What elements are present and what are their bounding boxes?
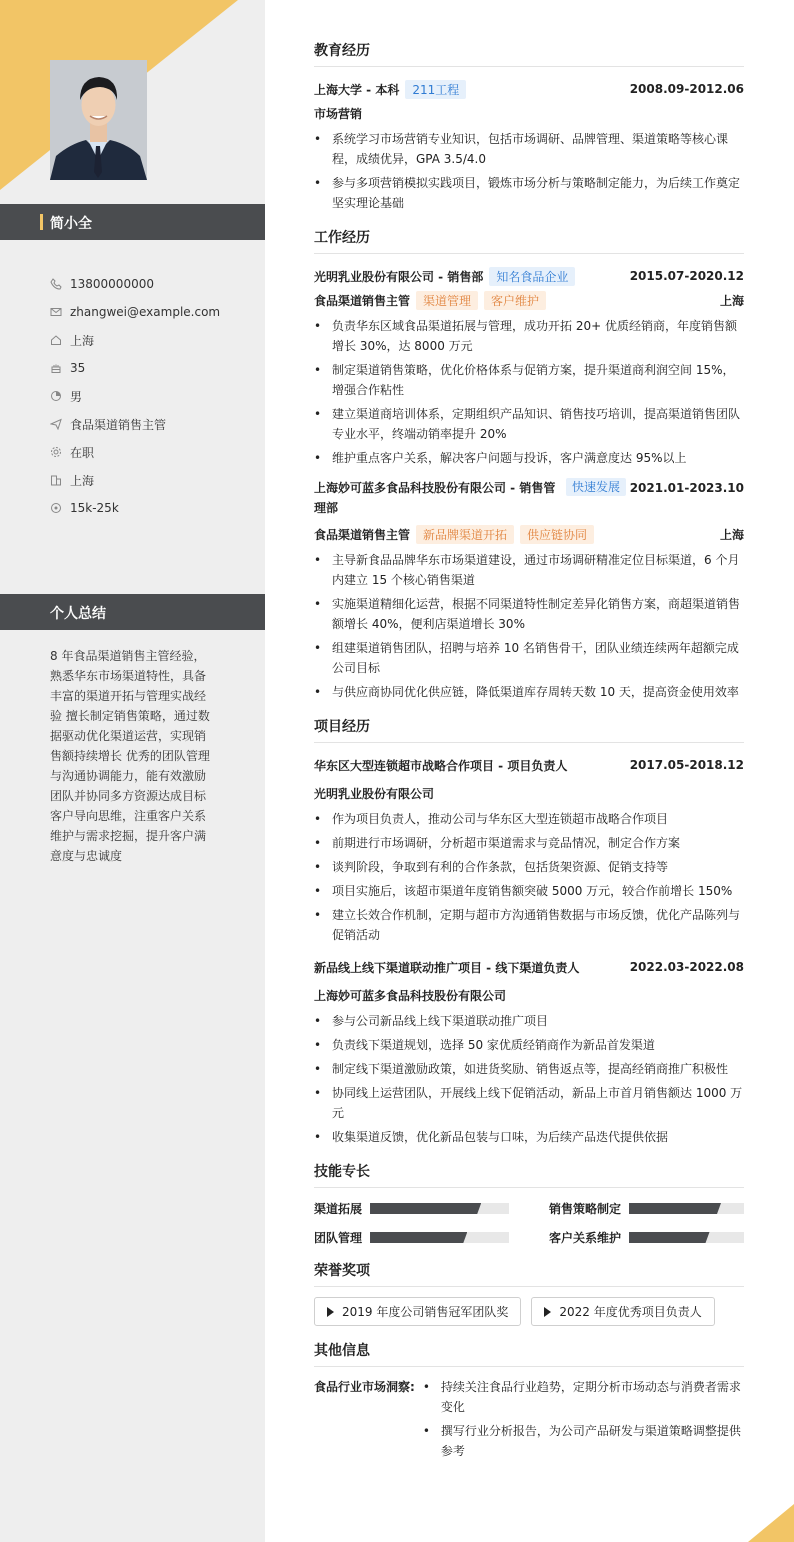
skill-name: 渠道拓展 <box>314 1202 363 1216</box>
major-row <box>314 101 744 125</box>
skill-item <box>549 1229 744 1246</box>
position-icon <box>50 418 62 430</box>
job-header <box>314 478 744 518</box>
project-entry <box>314 753 744 945</box>
summary-text: 8 年食品渠道销售主管经验，熟悉华东市场渠道特性，具备丰富的渠道开拓与管理实战经验 擅长制定销售策略，通过数据驱动优化渠道运营，实现销售额持续增长 优秀的团队管理与沟通协调能力，能有效激励团队并协同多方资源达成目标 客户导向思维，注重客户关系维护与需求挖掘，提升客户满意度与忠诚度 <box>50 649 210 863</box>
list-item: • 制定线下渠道激励政策，如进货奖励、销售返点等，提高经销商推广积极性 <box>314 1059 744 1079</box>
list-item: • 前期进行市场调研，分析超市渠道需求与竞品情况，制定合作方案 <box>314 833 744 853</box>
email-item <box>50 298 220 326</box>
skill-bar-fill <box>629 1203 721 1214</box>
skill-tag: 客户维护 <box>484 291 546 310</box>
avatar <box>50 60 147 180</box>
job-bullets <box>314 550 744 702</box>
home-icon <box>50 334 62 346</box>
list-item: • 负责线下渠道规划，选择 50 家优质经销商作为新品首发渠道 <box>314 1035 744 1055</box>
city-icon <box>50 474 62 486</box>
candidate-name: 简小全 <box>50 216 92 232</box>
email-icon <box>50 306 62 318</box>
job-entry <box>314 264 744 468</box>
section-title: 教育经历 <box>314 40 744 67</box>
sidebar <box>0 0 265 1542</box>
other-label: 食品行业市场洞察: <box>314 1380 415 1394</box>
list-item: • 维护重点客户关系，解决客户问题与投诉，客户满意度达 95%以上 <box>314 448 744 468</box>
list-item: • 制定渠道销售策略，优化价格体系与促销方案，提升渠道商利润空间 15%，增强合作粘性 <box>314 360 744 400</box>
project-org-row <box>314 781 744 805</box>
list-item: • 系统学习市场营销专业知识，包括市场调研、品牌管理、渠道策略等核心课程，成绩优异，GPA 3.5/4.0 <box>314 129 744 169</box>
education-bullets <box>314 129 744 213</box>
address-text: 上海 <box>70 333 95 348</box>
list-item: • 作为项目负责人，推动公司与华东区大型连锁超市战略合作项目 <box>314 809 744 829</box>
gender-text: 男 <box>70 389 83 404</box>
play-icon <box>327 1307 334 1317</box>
section-title: 工作经历 <box>314 227 744 254</box>
phone-item <box>50 270 220 298</box>
list-item: • 参与多项营销模拟实践项目，锻炼市场分析与策略制定能力，为后续工作奠定坚实理论基础 <box>314 173 744 213</box>
play-icon <box>544 1307 551 1317</box>
section-title: 技能专长 <box>314 1161 744 1188</box>
other-bullets <box>423 1377 744 1465</box>
age-text: 35 <box>70 361 86 375</box>
skill-item <box>314 1200 509 1217</box>
email-text: zhangwei@example.com <box>70 305 221 319</box>
project-header <box>314 955 744 979</box>
skill-bar-fill <box>629 1232 709 1243</box>
project-name: 新品线上线下渠道联动推广项目 - 线下渠道负责人 <box>314 960 580 975</box>
project-entry <box>314 955 744 1147</box>
list-item: • 建立渠道商培训体系，定期组织产品知识、销售技巧培训，提高渠道销售团队专业水平，终端动销率提升 20% <box>314 404 744 444</box>
company-name: 光明乳业股份有限公司 - 销售部 <box>314 269 484 284</box>
role-row <box>314 288 744 312</box>
major: 市场营销 <box>314 106 363 121</box>
other-section <box>314 1340 744 1465</box>
project-header <box>314 753 744 777</box>
project-org: 上海妙可蓝多食品科技股份有限公司 <box>314 988 507 1003</box>
job-date: 2015.07-2020.12 <box>629 269 744 283</box>
list-item: • 协同线上运营团队，开展线上线下促销活动，新品上市首月销售额达 1000 万元 <box>314 1083 744 1123</box>
project-name: 华东区大型连锁超市战略合作项目 - 项目负责人 <box>314 758 568 773</box>
role: 食品渠道销售主管 <box>314 527 411 542</box>
list-item: • 负责华东区域食品渠道拓展与管理，成功开拓 20+ 优质经销商，年度销售额增长 30%，达 8000 万元 <box>314 316 744 356</box>
award-item <box>314 1297 521 1326</box>
list-item: • 与供应商协同优化供应链，降低渠道库存周转天数 10 天，提高资金使用效率 <box>314 682 744 702</box>
award-label: 2022 年度优秀项目负责人 <box>559 1305 702 1319</box>
list-item: • 收集渠道反馈，优化新品包装与口味，为后续产品迭代提供依据 <box>314 1127 744 1147</box>
education-header <box>314 77 744 101</box>
role-row <box>314 522 744 546</box>
award-label: 2019 年度公司销售冠军团队奖 <box>342 1305 509 1319</box>
skills-section <box>314 1161 744 1246</box>
skill-name: 客户关系维护 <box>549 1231 622 1245</box>
project-bullets <box>314 1011 744 1147</box>
skill-name: 团队管理 <box>314 1231 363 1245</box>
job-entry <box>314 478 744 702</box>
summary-title: 个人总结 <box>50 606 106 622</box>
corner-decoration-bottom <box>748 1504 794 1542</box>
skill-item <box>549 1200 744 1217</box>
list-item: • 实施渠道精细化运营，根据不同渠道特性制定差异化销售方案，商超渠道销售额增长 40%，便利店渠道增长 30% <box>314 594 744 634</box>
work-section <box>314 227 744 702</box>
project-bullets <box>314 809 744 945</box>
skill-bar-fill <box>370 1232 467 1243</box>
school-name: 上海大学 - 本科 <box>314 82 400 97</box>
education-section <box>314 40 744 213</box>
skill-bar <box>629 1232 744 1243</box>
list-item: • 项目实施后，该超市渠道年度销售额突破 5000 万元，较合作前增长 150% <box>314 881 744 901</box>
list-item: • 撰写行业分析报告，为公司产品研发与渠道策略调整提供参考 <box>423 1421 744 1461</box>
job-location: 上海 <box>719 293 744 308</box>
job-location: 上海 <box>719 527 744 542</box>
skills-grid <box>314 1198 744 1246</box>
status-item <box>50 438 220 466</box>
company-tag: 快速发展 <box>566 478 626 496</box>
section-title: 荣誉奖项 <box>314 1260 744 1287</box>
education-date: 2008.09-2012.06 <box>629 82 744 96</box>
skill-tag: 供应链协同 <box>520 525 594 544</box>
job-date: 2021.01-2023.10 <box>629 481 744 495</box>
company-name: 上海妙可蓝多食品科技股份有限公司 - 销售管理部 <box>314 481 556 515</box>
main-content <box>314 40 744 1479</box>
position-item <box>50 410 220 438</box>
status-text: 在职 <box>70 445 95 460</box>
skill-bar <box>370 1203 509 1214</box>
project-org-row <box>314 983 744 1007</box>
list-item: • 组建渠道销售团队，招聘与培养 10 名销售骨干，团队业绩连续两年超额完成公司目标 <box>314 638 744 678</box>
skill-bar-fill <box>370 1203 481 1214</box>
skill-bar <box>370 1232 509 1243</box>
role: 食品渠道销售主管 <box>314 293 411 308</box>
skill-tag: 新品牌渠道开拓 <box>416 525 514 544</box>
list-item: • 谈判阶段，争取到有利的合作条款，包括货架资源、促销支持等 <box>314 857 744 877</box>
skill-name: 销售策略制定 <box>549 1202 622 1216</box>
position-text: 食品渠道销售主管 <box>70 417 167 432</box>
list-item: • 持续关注食品行业趋势，定期分析市场动态与消费者需求变化 <box>423 1377 744 1417</box>
list-item: • 建立长效合作机制，定期与超市方沟通销售数据与市场反馈，优化产品陈列与促销活动 <box>314 905 744 945</box>
list-item: • 主导新食品品牌华东市场渠道建设，通过市场调研精准定位目标渠道，6 个月内建立 15 个核心销售渠道 <box>314 550 744 590</box>
other-info <box>314 1377 744 1465</box>
age-item <box>50 354 220 382</box>
skill-item <box>314 1229 509 1246</box>
award-item <box>531 1297 714 1326</box>
skill-bar <box>629 1203 744 1214</box>
salary-icon <box>50 502 62 514</box>
city-item <box>50 466 220 494</box>
contact-info-list <box>50 270 220 522</box>
salary-item <box>50 494 220 522</box>
section-title: 项目经历 <box>314 716 744 743</box>
status-icon <box>50 446 62 458</box>
project-date: 2022.03-2022.08 <box>629 960 744 974</box>
age-icon <box>50 362 62 374</box>
list-item: • 参与公司新品线上线下渠道联动推广项目 <box>314 1011 744 1031</box>
gender-item <box>50 382 220 410</box>
phone-icon <box>50 278 62 290</box>
city-text: 上海 <box>70 473 95 488</box>
job-header <box>314 264 744 288</box>
gender-icon <box>50 390 62 402</box>
project-date: 2017.05-2018.12 <box>629 758 744 772</box>
name-bar <box>0 204 265 240</box>
school-tag: 211工程 <box>405 80 466 99</box>
phone-text: 13800000000 <box>70 277 154 291</box>
name-accent <box>40 214 43 230</box>
company-tag: 知名食品企业 <box>489 267 575 286</box>
project-org: 光明乳业股份有限公司 <box>314 786 435 801</box>
awards-section <box>314 1260 744 1326</box>
salary-text: 15k-25k <box>70 501 119 515</box>
awards-list <box>314 1297 744 1326</box>
address-item <box>50 326 220 354</box>
skill-tag: 渠道管理 <box>416 291 478 310</box>
job-bullets <box>314 316 744 468</box>
summary-bar <box>0 594 265 630</box>
projects-section <box>314 716 744 1147</box>
section-title: 其他信息 <box>314 1340 744 1367</box>
